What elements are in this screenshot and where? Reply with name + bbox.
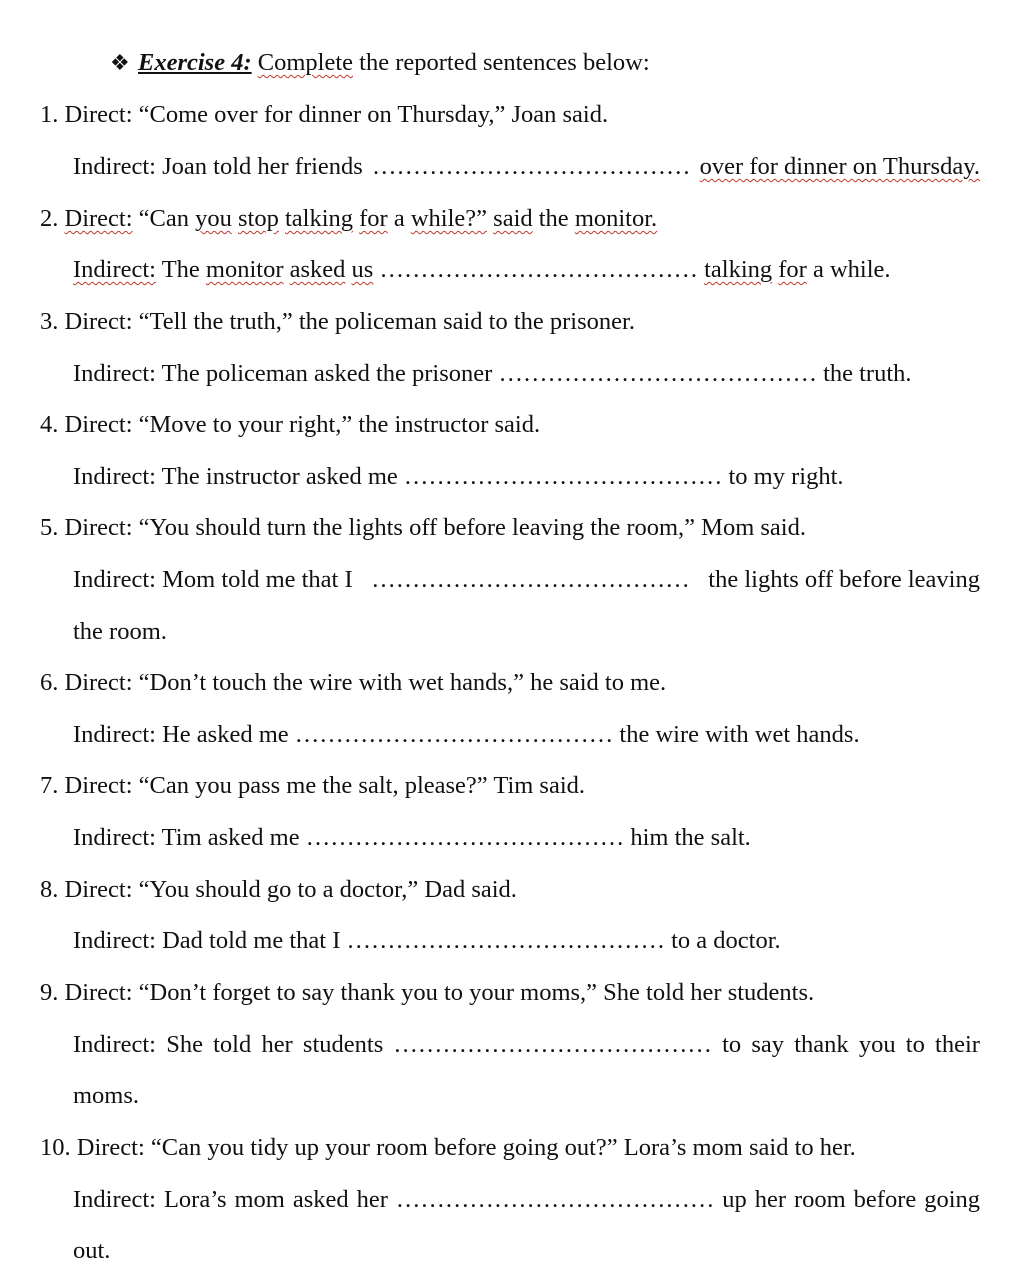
item-5-indirect-suffix: the lights off before leaving [708,566,980,593]
word: for [359,205,388,232]
item-4-blank[interactable]: ………………………………… [403,463,723,490]
word: her [754,1186,787,1213]
item-6-indirect-prefix: Indirect: He asked me [73,721,289,748]
item-5-blank[interactable]: ………………………………… [371,566,690,593]
word: talking [704,256,773,283]
word: said [493,205,533,232]
item-5-direct: 5. Direct: “You should turn the lights off before leaving the room,” Mom said. [40,514,806,541]
item-5-continuation: the room. [73,618,167,645]
item-8-indirect-suffix: to a doctor. [671,927,781,954]
word: a while. [812,256,891,283]
word: asked [289,256,346,283]
item-3-direct: 3. Direct: “Tell the truth,” the policeman said to the prisoner. [40,308,635,335]
item-10-continuation: out. [73,1237,111,1264]
word: She [166,1031,203,1058]
item-1-indirect-prefix: Indirect: Joan told her friends [73,153,363,180]
item-7-indirect-prefix: Indirect: Tim asked me [73,824,300,851]
word: students [302,1031,384,1058]
item-3-blank[interactable]: ………………………………… [498,360,817,387]
item-6-indirect-suffix: the wire with wet hands. [619,721,860,748]
word: stop [238,205,279,232]
word: you [858,1031,896,1058]
item-8-direct: 8. Direct: “You should go to a doctor,” Dad said. [40,876,517,903]
word: up [722,1186,747,1213]
item-3-indirect-suffix: the truth. [823,360,912,387]
item-4-direct: 4. Direct: “Move to your right,” the instructor said. [40,411,541,438]
item-6-direct: 6. Direct: “Don’t touch the wire with wet hands,” he said to me. [40,669,667,696]
word: for [778,256,807,283]
word: her [261,1031,293,1058]
item-7-blank[interactable]: ………………………………… [305,824,625,851]
item-9-indirect [73,1030,980,1060]
item-2-number: 2. [40,205,59,232]
word: us [351,256,374,283]
word: thank [794,1031,849,1058]
item-2-indirect-label: Indirect: [73,256,156,283]
diamond-bullet-icon: ❖ [110,50,130,75]
item-1-indirect [73,152,980,182]
word: “Can [138,205,189,232]
word: asked [292,1186,349,1213]
word: monitor [205,256,284,283]
item-1-blank[interactable]: ………………………………… [372,153,691,180]
word: while?” [410,205,488,232]
word: her [356,1186,388,1213]
item-10-indirect [73,1185,980,1215]
word: a [393,205,405,232]
item-2-blank[interactable]: ………………………………… [379,256,698,283]
item-10-direct: 10. Direct: “Can you tidy up your room before going out?” Lora’s mom said to her. [40,1134,856,1161]
item-3-indirect-prefix: Indirect: The policeman asked the prisoner [73,360,493,387]
item-2-direct [40,204,1024,234]
word: Indirect: [73,1186,156,1213]
item-6-blank[interactable]: ………………………………… [294,721,614,748]
word: told [213,1031,252,1058]
item-8-indirect-prefix: Indirect: Dad told me that I [73,927,341,954]
item-2-indirect [73,255,1024,285]
item-9-direct: 9. Direct: “Don’t forget to say thank you to your moms,” She told her students. [40,979,815,1006]
item-9-continuation: moms. [73,1082,140,1109]
word: talking [284,205,354,232]
word: their [935,1031,980,1058]
item-4-indirect-prefix: Indirect: The instructor asked me [73,463,398,490]
word: Lora’s [163,1186,227,1213]
item-10-blank[interactable]: ………………………………… [395,1186,715,1213]
item-9-blank[interactable]: ………………………………… [393,1031,712,1058]
word: Indirect: [73,1031,156,1058]
word: The [161,256,200,283]
word: going [924,1186,980,1213]
item-8-indirect [73,926,1024,956]
word: to [722,1031,742,1058]
item-5-indirect-prefix: Indirect: Mom told me that I [73,566,353,593]
item-7-direct: 7. Direct: “Can you pass me the salt, please?” Tim said. [40,772,586,799]
item-8-blank[interactable]: ………………………………… [346,927,665,954]
word: before [853,1186,917,1213]
item-1-indirect-suffix: over for dinner on Thursday. [699,153,980,180]
word: to [905,1031,925,1058]
word: room [793,1186,846,1213]
title-instruction: the reported sentences below: [353,49,650,76]
word: you [195,205,232,232]
exercise-title [110,48,1024,78]
word: the [538,205,569,232]
item-7-indirect-suffix: him the salt. [630,824,751,851]
item-3-indirect [73,359,1024,389]
item-7-indirect [73,823,1024,853]
exercise-label: Exercise 4: [138,49,252,76]
word: say [751,1031,785,1058]
item-4-indirect [73,462,1024,492]
item-2-direct-label: Direct: [64,205,133,232]
item-4-indirect-suffix: to my right. [728,463,844,490]
word: monitor. [574,205,658,232]
title-word-complete: Complete [257,49,354,76]
item-1-direct: 1. Direct: “Come over for dinner on Thursday,” Joan said. [40,101,609,128]
item-5-indirect [73,565,980,595]
word: mom [234,1186,285,1213]
item-6-indirect [73,720,1024,750]
